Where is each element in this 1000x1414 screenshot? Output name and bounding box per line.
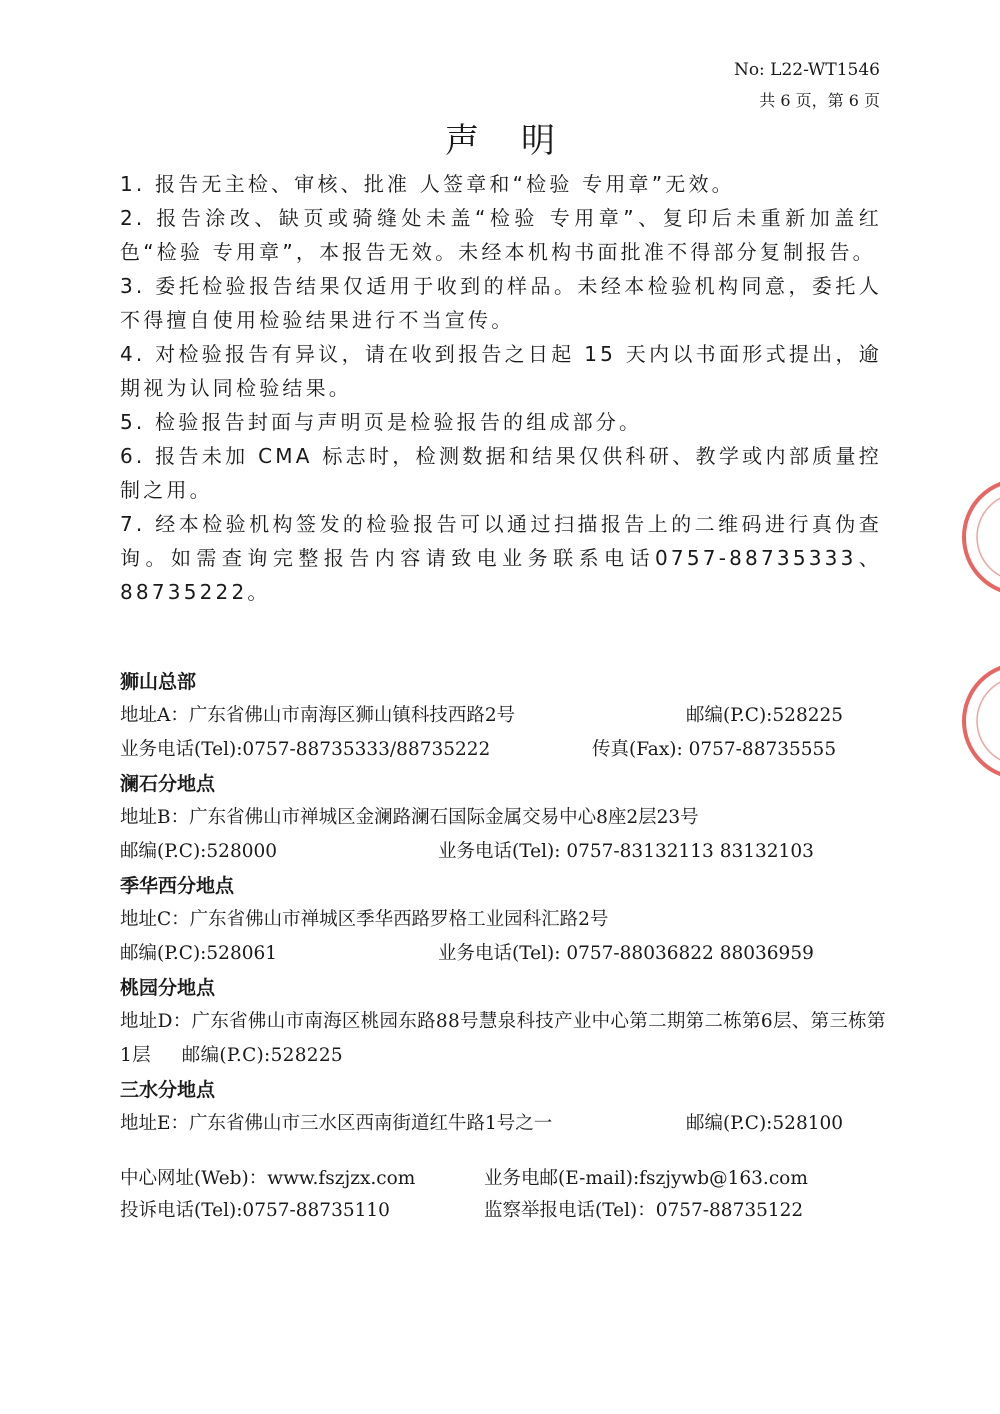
supervision-phone: 监察举报电话(Tel)：0757-88735122 xyxy=(484,1200,804,1221)
official-seal-stamp xyxy=(962,478,1000,596)
contact-line-jihuaxi xyxy=(120,937,890,971)
address-taoyuan: 地址D：广东省佛山市南海区桃园东路88号慧泉科技产业中心第二期第二栋第6层、第三栋第1层 xyxy=(120,1011,886,1066)
seal-star-icon xyxy=(966,482,1000,592)
page-count: 共 6 页，第 6 页 xyxy=(759,91,880,110)
contact-footer xyxy=(120,1163,890,1227)
postcode-hq: 邮编(P.C):528225 xyxy=(686,705,844,726)
location-name-taoyuan: 桃园分地点 xyxy=(120,977,216,999)
clause-4: 4. 对检验报告有异议，请在收到报告之日起 15 天内以书面形式提出，逾期视为认同检验结果。 xyxy=(120,342,882,400)
clause-2: 2. 报告涂改、缺页或骑缝处未盖“检验 专用章”、复印后未重新加盖红色“检验 专用章”，本报告无效。未经本机构书面批准不得部分复制报告。 xyxy=(120,206,882,264)
web-email-line xyxy=(120,1163,890,1195)
address-sanshui: 地址E：广东省佛山市三水区西南街道红牛路1号之一 xyxy=(120,1113,553,1134)
tel-hq: 业务电话(Tel):0757-88735333/88735222 xyxy=(120,739,491,760)
address-line-hq xyxy=(120,699,890,733)
complaint-phone: 投诉电话(Tel):0757-88735110 xyxy=(120,1200,390,1221)
official-seal-stamp-2 xyxy=(962,662,1000,780)
postcode-jihuaxi: 邮编(P.C):528061 xyxy=(120,943,278,964)
email-link[interactable]: 业务电邮(E-mail):fszjywb@163.com xyxy=(484,1168,808,1189)
address-jihuaxi: 地址C：广东省佛山市禅城区季华西路罗格工业园科汇路2号 xyxy=(120,909,609,930)
report-number: No: L22-WT1546 xyxy=(733,60,880,80)
location-name-hq: 狮山总部 xyxy=(120,671,197,693)
clause-5: 5. 检验报告封面与声明页是检验报告的组成部分。 xyxy=(120,410,643,434)
tel-jihuaxi: 业务电话(Tel): 0757-88036822 88036959 xyxy=(438,943,814,964)
location-name-jihuaxi: 季华西分地点 xyxy=(120,875,235,897)
address-line-taoyuan xyxy=(120,1005,890,1073)
declaration-clauses xyxy=(120,167,882,609)
complaint-line xyxy=(120,1195,890,1227)
clause-1: 1. 报告无主检、审核、批准 人签章和“检验 专用章”无效。 xyxy=(120,172,735,196)
clause-7: 7. 经本检验机构签发的检验报告可以通过扫描报告上的二维码进行真伪查询。如需查询完整报告内容请致电业务联系电话0757-88735333、88735222。 xyxy=(120,512,882,604)
address-lanshi: 地址B：广东省佛山市禅城区金澜路澜石国际金属交易中心8座2层23号 xyxy=(120,807,699,828)
tel-lanshi: 业务电话(Tel): 0757-83132113 83132103 xyxy=(438,841,814,862)
postcode-taoyuan: 邮编(P.C):528225 xyxy=(181,1045,344,1066)
clause-3: 3. 委托检验报告结果仅适用于收到的样品。未经本检验机构同意，委托人不得擅自使用检验结果进行不当宣传。 xyxy=(120,274,882,332)
address-hq: 地址A：广东省佛山市南海区狮山镇科技西路2号 xyxy=(120,705,516,726)
page-title: 声明 xyxy=(445,121,597,161)
seal-ring-icon xyxy=(966,666,1000,776)
clause-6: 6. 报告未加 CMA 标志时，检测数据和结果仅供科研、教学或内部质量控制之用。 xyxy=(120,444,882,502)
website-link[interactable]: 中心网址(Web)：www.fszjzx.com xyxy=(120,1168,416,1189)
postcode-lanshi: 邮编(P.C):528000 xyxy=(120,841,278,862)
contact-line-lanshi xyxy=(120,835,890,869)
phone-line-hq xyxy=(120,733,890,767)
location-name-sanshui: 三水分地点 xyxy=(120,1079,216,1101)
fax-hq: 传真(Fax): 0757-88735555 xyxy=(592,739,837,760)
locations-section xyxy=(120,665,890,1141)
location-name-lanshi: 澜石分地点 xyxy=(120,773,216,795)
postcode-sanshui: 邮编(P.C):528100 xyxy=(686,1113,844,1134)
address-line-sanshui xyxy=(120,1107,890,1141)
